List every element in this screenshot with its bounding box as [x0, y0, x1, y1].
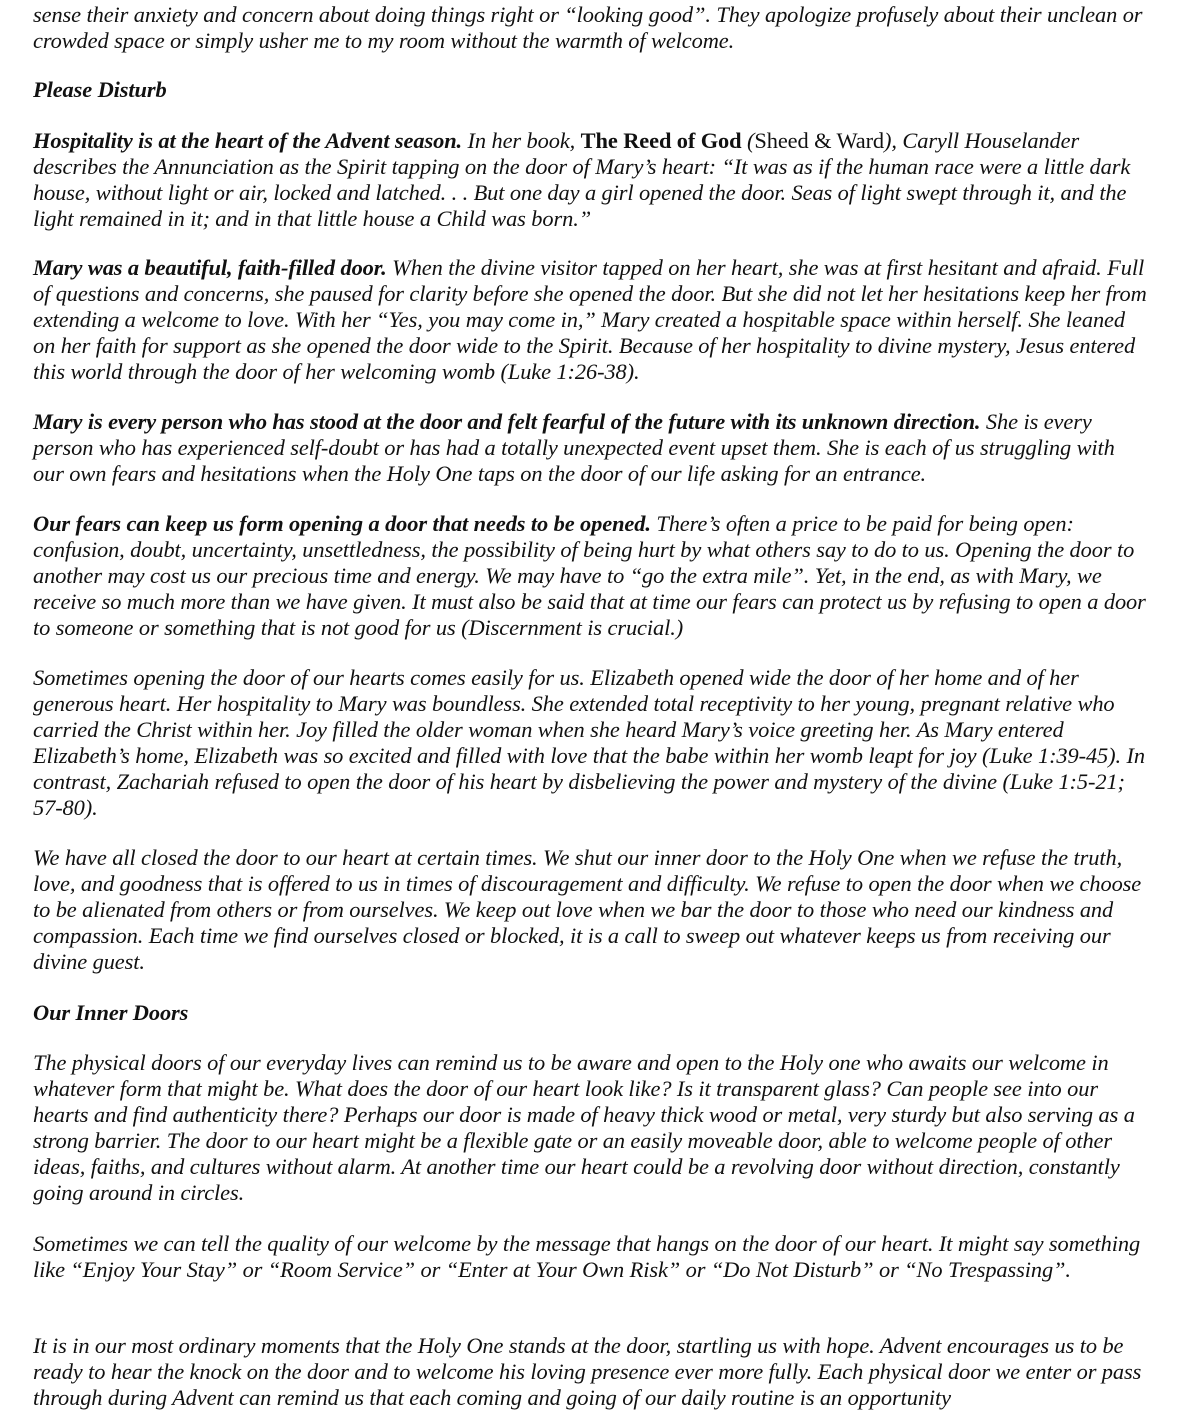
paragraph-text: In her book,	[462, 128, 581, 153]
book-title: The Reed of God	[580, 128, 742, 153]
paragraph-lead-sentence: Mary was a beautiful, faith-filled door.	[33, 255, 387, 280]
paragraph-text: ), Caryll Houselander describes the Annunciation as the Spirit tapping on the door of Mary’s heart: “It was as if the human race were a little dark house, without light or air, locked and latched. . . But one day a girl opened the door. Seas of light swept through it, and the light remained in it; and in that little house a Child was born.”	[33, 128, 1131, 231]
paragraph-lead-sentence: Hospitality is at the heart of the Advent season.	[33, 128, 463, 153]
paragraph-intro-continuation	[33, 2, 1151, 54]
paragraph-lead-sentence: Our fears can keep us form opening a door that needs to be opened.	[33, 511, 651, 536]
paragraph-text: Sometimes opening the door of our hearts comes easily for us. Elizabeth opened wide the door of her home and of her generous heart. Her hospitality to Mary was boundless. She extended total receptivity to her young, pregnant relative who carried the Christ within her. Joy filled the older woman when she heard Mary’s voice greeting her. As Mary entered Elizabeth’s home, Elizabeth was so excited and filled with love that the babe within her womb leapt for joy (Luke 1:39-45). In contrast, Zachariah refused to open the door of his heart by disbelieving the power and mystery of the divine (Luke 1:5-21; 57-80).	[33, 665, 1145, 820]
paragraph-text: There’s often a price to be paid for being open: confusion, doubt, uncertainty, unsettledness, the possibility of being hurt by what others say to do to us. Opening the door to another may cost us our precious time and energy. We may have to “go the extra mile”. Yet, in the end, as with Mary, we receive so much more than we have given. It must also be said that at time our fears can protect us by refusing to open a door to someone or something that is not good for us (Discernment is crucial.)	[33, 511, 1146, 640]
paragraph-elizabeth	[33, 665, 1151, 821]
paragraph-text: She is every person who has experienced self-doubt or has had a totally unexpected event upset them. She is each of us struggling with our own fears and hesitations when the Holy One taps on the door of our life asking for an entrance.	[33, 409, 1115, 486]
paragraph-physical-doors	[33, 1050, 1151, 1206]
paragraph-our-fears	[33, 511, 1151, 641]
paragraph-text: It is in our most ordinary moments that the Holy One stands at the door, startling us with hope. Advent encourages us to be ready to hear the knock on the door and to welcome his loving presence ever more fully. Each physical door we enter or pass through during Advent can remind us that each coming and going of our daily routine is an opportunity	[33, 1333, 1142, 1410]
paragraph-text: Sometimes we can tell the quality of our welcome by the message that hangs on the door of our heart. It might say something like “Enjoy Your Stay” or “Room Service” or “Enter at Your Own Risk” or “Do Not Disturb” or “No Trespassing”.	[33, 1231, 1141, 1282]
paragraph-lead-sentence: Mary is every person who has stood at the door and felt fearful of the future with its unknown direction.	[33, 409, 981, 434]
paragraph-text: The physical doors of our everyday lives can remind us to be aware and open to the Holy one who awaits our welcome in whatever form that might be. What does the door of our heart look like? Is it transparent glass? Can people see into our hearts and find authenticity there? Perhaps our door is made of heavy thick wood or metal, very sturdy but also serving as a strong barrier. The door to our heart might be a flexible gate or an easily moveable door, able to welcome people of other ideas, faiths, and cultures without alarm. At another time our heart could be a revolving door without direction, constantly going around in circles.	[33, 1050, 1135, 1205]
paragraph-mary-door	[33, 255, 1151, 385]
paragraph-hospitality	[33, 128, 1151, 232]
paragraph-closed-door	[33, 845, 1151, 975]
publisher-name: Sheed & Ward	[754, 128, 885, 153]
section-heading-our-inner-doors: Our Inner Doors	[33, 1000, 189, 1025]
paragraph-text: We have all closed the door to our heart at certain times. We shut our inner door to the Holy One when we refuse the truth, love, and goodness that is offered to us in times of discouragement and difficulty. We refuse to open the door when we choose to be alienated from others or from ourselves. We keep out love when we bar the door to those who need our kindness and compassion. Each time we find ourselves closed or blocked, it is a call to sweep out whatever keeps us from receiving our divine guest.	[33, 845, 1142, 974]
section-heading-please-disturb: Please Disturb	[33, 77, 167, 102]
paragraph-text: (	[741, 128, 755, 153]
paragraph-text: When the divine visitor tapped on her heart, she was at first hesitant and afraid. Full of questions and concerns, she paused for clarity before she opened the door. But she did not let her hesitations keep her from extending a welcome to love. With her “Yes, you may come in,” Mary created a hospitable space within herself. She leaned on her faith for support as she opened the door wide to the Spirit. Because of her hospitality to divine mystery, Jesus entered this world through the door of her welcoming womb (Luke 1:26-38).	[33, 255, 1147, 384]
paragraph-door-message	[33, 1231, 1151, 1283]
paragraph-every-person	[33, 409, 1151, 487]
paragraph-text: sense their anxiety and concern about doing things right or “looking good”. They apologize profusely about their unclean or crowded space or simply usher me to my room without the warmth of welcome.	[33, 2, 1143, 53]
paragraph-ordinary-moments	[33, 1333, 1151, 1411]
